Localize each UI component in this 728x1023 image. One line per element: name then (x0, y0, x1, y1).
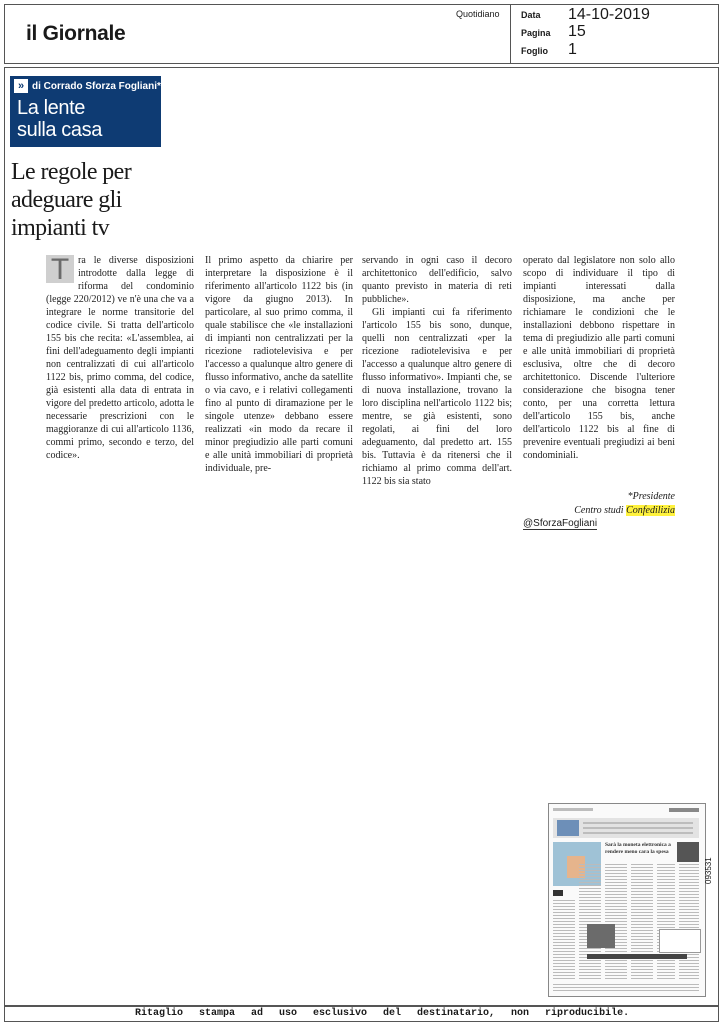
meta-value-foglio: 1 (568, 41, 577, 58)
paragraph: Gli impianti cui fa riferimento l'articolo 155 bis sono, dunque, quelli non centralizzati «per la ricezione radiotelevisiva e per l'accesso a qualunque altro genere di flusso informativo». Impianti che, se di nuova installazione, trovano la loro disciplina nell'articolo 1122 bis; mentre, se già esistenti, sono regolati, ai fini del loro adeguamento, dal predetto art. 155 bis. Tuttavia è da ritenersi che il richiamo al primo comma dell'art. 1122 bis sia stato (362, 307, 512, 487)
footer-notice (4, 1006, 719, 1022)
column-title-line2: sulla casa (17, 119, 102, 141)
twitter-handle: @SforzaFogliani (523, 518, 598, 529)
meta-value-pagina: 15 (568, 23, 586, 40)
newspaper-name: il Giornale (26, 22, 126, 45)
organization-prefix: Centro studi (574, 505, 627, 516)
paragraph: servando in ogni caso il decoro architettonico dell'edificio, salvo quanto previsto in materia di reti pubbliche». (362, 255, 512, 305)
meta-key-data: Data (521, 10, 541, 20)
meta-value-data: 14-10-2019 (568, 6, 650, 23)
paragraph: ra le diverse disposizioni introdotte dalla legge di riforma del condominio (legge 220/2012) ve n'è una che va a integrare le norme transitorie del codice civile. Si tratta dell'articolo 155 bis che recita: «L'assemblea, ai fini dell'adeguamento degli impianti non centralizzati di cui all'articolo 1122 bis, primo comma, del codice, già esistenti alla data di entrata in vigore del predetto articolo, adotta le necessarie prescrizioni con le maggioranze di cui all'articolo 1136, commi primo, secondo e terzo, del codice». (46, 255, 194, 461)
meta-key-foglio: Foglio (521, 46, 548, 56)
paragraph: Il primo aspetto da chiarire per interpretare la disposizione è il riferimento all'articolo 1122 bis (in vigore da giugno 2013). In particolare, al suo primo comma, il quale stabilisce che «le installazioni di impianti non centralizzati per la ricezione radiotelevisiva e per l'accesso a qualunque altro genere di flusso informativo, anche da satellite o via cavo, e i relativi collegamenti fino al punto di diramazione per le singole utenze» debbano essere realizzati «in modo da recare il minor pregiudizio alle parti comuni e alle unità immobiliari di proprietà individuale, pre- (205, 255, 353, 474)
author-organization (523, 505, 675, 516)
author-role: *Presidente (627, 491, 675, 502)
column-author: di Corrado Sforza Fogliani* (32, 81, 161, 92)
publication-type: Quotidiano (456, 9, 500, 19)
article-column-3 (362, 254, 512, 488)
article-column-1 (46, 254, 194, 462)
article-column-4 (523, 254, 675, 462)
page-thumbnail (548, 803, 706, 997)
dropcap: T (46, 255, 74, 283)
column-title-line1: La lente (17, 97, 85, 119)
side-code: 093531 (704, 857, 713, 884)
article-headline: Le regole per adeguare gli impianti tv (11, 159, 132, 241)
chevron-right-icon: » (14, 79, 28, 93)
footer-text: Ritaglio stampa ad uso esclusivo del destinatario, non riproducibile. (135, 1008, 630, 1019)
column-badge (10, 76, 161, 147)
article-column-2 (205, 254, 353, 475)
organization-highlight: Confedilizia (626, 505, 675, 516)
meta-key-pagina: Pagina (521, 28, 551, 38)
header-divider (510, 4, 511, 64)
thumbnail-headline: Sarà la moneta elettronica a rendere meno cara la spesa (605, 842, 671, 855)
paragraph: operato dal legislatore non solo allo scopo di individuare il tipo di impianti interessati dalla disposizione, ma anche per richiamare le condizioni che le installazioni debbono rispettare in tema di pregiudizio alle parti comuni e alle unità immobiliari di proprietà esclusiva, oltre che di decoro architettonico. Discende l'ulteriore considerazione che bisogna tener conto, per una corretta lettura dell'articolo 155 bis, anche dell'articolo 1122 bis al fine di prevenire eventuali pregiudizi ai beni condominiali. (523, 255, 675, 461)
